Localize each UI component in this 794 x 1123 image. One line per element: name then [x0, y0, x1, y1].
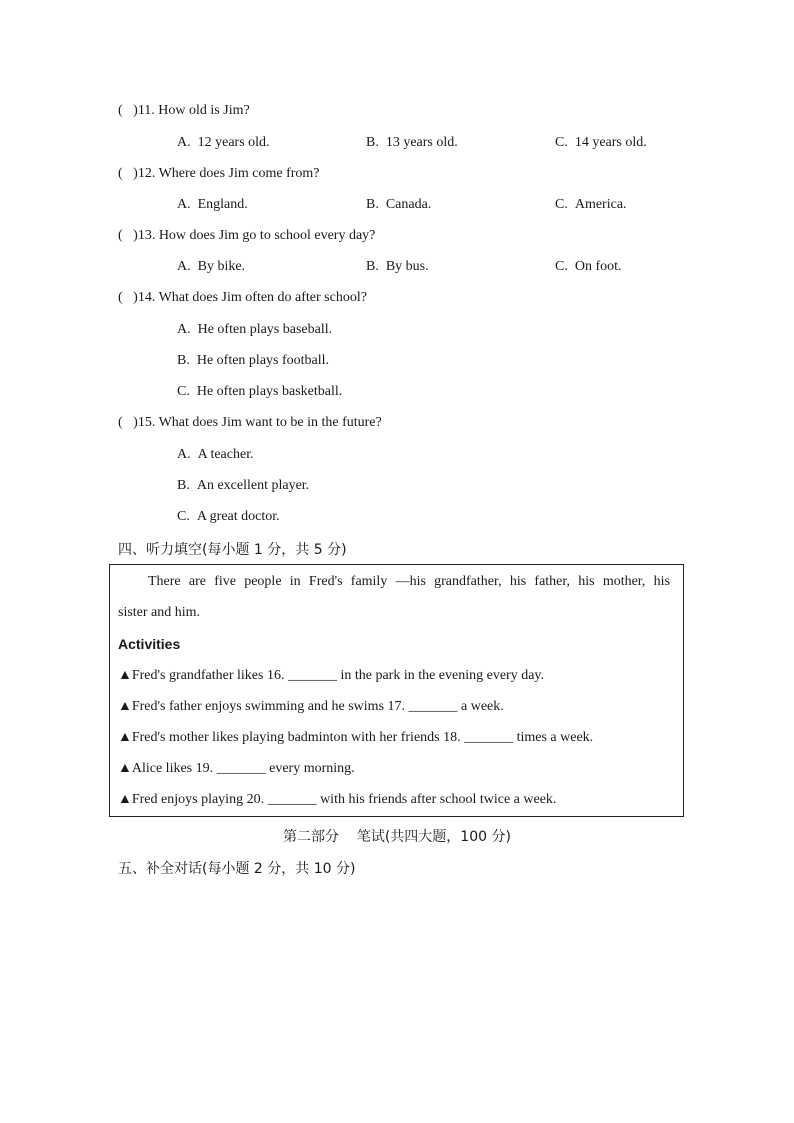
box-intro-line-2: sister and him. [118, 605, 201, 620]
q11-option-a: A. 12 years old. [177, 135, 270, 150]
q11-option-c: C. 14 years old. [555, 135, 647, 150]
section-4-heading: 四、听力填空(每小题 1 分，共 5 分) [118, 542, 347, 558]
q13-option-b: B. By bus. [366, 259, 429, 274]
question-11: ( )11. How old is Jim? [118, 103, 250, 118]
q13-option-c: C. On foot. [555, 259, 622, 274]
q15-option-b: B. An excellent player. [177, 478, 310, 493]
q14-option-c: C. He often plays basketball. [177, 384, 343, 399]
q15-option-c: C. A great doctor. [177, 509, 280, 524]
question-15: ( )15. What does Jim want to be in the future? [118, 415, 382, 430]
activity-item-20: ▲Fred enjoys playing 20. _______ with his friends after school twice a week. [118, 792, 557, 807]
q12-option-a: A. England. [177, 197, 248, 212]
q11-option-b: B. 13 years old. [366, 135, 458, 150]
box-intro-line-1: There are five people in Fred's family —his grandfather, his father, his mother, his [148, 574, 670, 589]
question-12: ( )12. Where does Jim come from? [118, 166, 320, 181]
q13-option-a: A. By bike. [177, 259, 246, 274]
part-2-heading: 第二部分 笔试(共四大题，100 分) [283, 829, 511, 845]
activities-title: Activities [118, 636, 181, 652]
activity-item-19: ▲Alice likes 19. _______ every morning. [118, 761, 355, 776]
q14-option-a: A. He often plays baseball. [177, 322, 333, 337]
section-5-heading: 五、补全对话(每小题 2 分，共 10 分) [118, 861, 356, 877]
q12-option-b: B. Canada. [366, 197, 432, 212]
q12-option-c: C. America. [555, 197, 627, 212]
activity-item-18: ▲Fred's mother likes playing badminton with her friends 18. _______ times a week. [118, 730, 594, 745]
q14-option-b: B. He often plays football. [177, 353, 330, 368]
activity-item-17: ▲Fred's father enjoys swimming and he swims 17. _______ a week. [118, 699, 504, 714]
question-13: ( )13. How does Jim go to school every day? [118, 228, 376, 243]
listening-fill-box [109, 564, 684, 817]
q15-option-a: A. A teacher. [177, 447, 254, 462]
question-14: ( )14. What does Jim often do after school? [118, 290, 367, 305]
activity-item-16: ▲Fred's grandfather likes 16. _______ in the park in the evening every day. [118, 668, 545, 683]
